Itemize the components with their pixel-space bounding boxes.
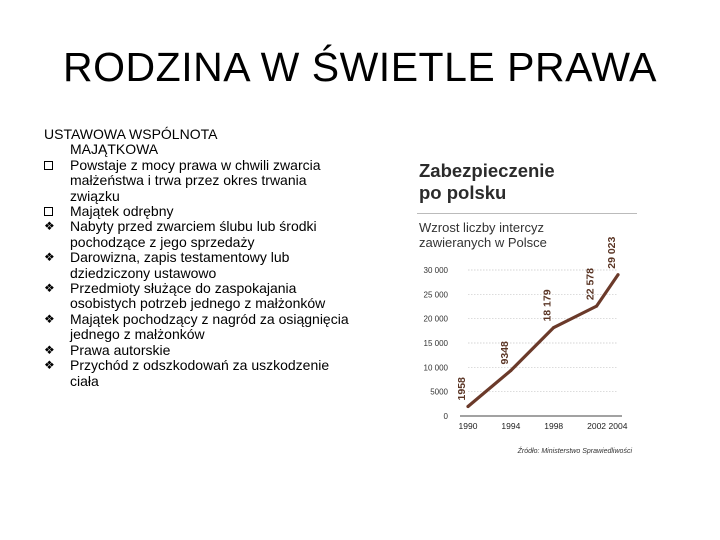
x-tick-label: 1990 [458, 421, 478, 431]
intercyzy-line-chart [414, 158, 640, 448]
list-item [44, 358, 359, 389]
x-tick-label: 1998 [544, 421, 564, 431]
y-tick-label: 10 000 [423, 363, 448, 373]
section-heading [44, 127, 359, 158]
figure-subtitle-line1: Wzrost liczby intercyz [419, 220, 544, 235]
list-item-text: Prawa autorskie [70, 341, 171, 358]
newspaper-figure [414, 158, 640, 460]
bullet-list [44, 158, 359, 389]
diamond-bullet-icon: ❖ [44, 219, 55, 234]
x-tick-label: 2004 [608, 421, 628, 431]
list-item-text: Nabyty przed zwarciem ślubu lub środki pochodzące z jego sprzedaży [70, 218, 317, 250]
list-item-text: Darowizna, zapis testamentowy lub dziedziczony ustawowo [70, 249, 290, 281]
data-label: 18 179 [541, 289, 554, 322]
list-item [44, 343, 359, 358]
slide-content [44, 127, 359, 389]
slide-title: RODZINA W ŚWIETLE PRAWA [63, 44, 657, 90]
list-item-text: Przedmioty służące do zaspokajania osobistych potrzeb jednego z małżonków [70, 280, 326, 312]
y-tick-label: 0 [443, 412, 448, 421]
y-tick-label: 5000 [430, 387, 448, 397]
section-heading-line2: MAJĄTKOWA [70, 141, 159, 158]
data-point [509, 369, 512, 372]
figure-title-line1: Zabezpieczenie [419, 160, 555, 181]
x-tick-label: 2002 [587, 421, 607, 431]
diamond-bullet-icon: ❖ [44, 311, 55, 326]
list-item [44, 204, 359, 219]
list-item-text: Majątek odrębny [70, 203, 174, 220]
data-point [467, 405, 470, 408]
list-item [44, 312, 359, 343]
data-point [595, 305, 598, 308]
data-label: 1958 [456, 377, 468, 401]
data-label: 29 023 [606, 236, 618, 269]
list-item [44, 158, 359, 204]
figure-title-line2: po polsku [419, 182, 507, 203]
figure-subtitle-line2: zawieranych w Polsce [419, 235, 547, 250]
data-point [552, 326, 555, 329]
list-item-text: Powstaje z mocy prawa w chwili zwarcia małżeństwa i trwa przez okres trwania związku [70, 156, 321, 204]
x-tick-label: 1994 [501, 421, 521, 431]
list-item-text: Przychód z odszkodowań za uszkodzenie ciała [70, 357, 330, 389]
y-tick-label: 25 000 [423, 290, 448, 300]
diamond-bullet-icon: ❖ [44, 358, 55, 373]
y-tick-label: 20 000 [423, 314, 448, 324]
section-heading-line1: USTAWOWA WSPÓLNOTA [44, 126, 218, 142]
list-item-text: Majątek pochodzący z nagród za osiągnięcia jednego z małżonków [70, 310, 349, 343]
data-point [617, 273, 620, 276]
diamond-bullet-icon: ❖ [44, 281, 55, 296]
y-tick-label: 15 000 [423, 339, 448, 348]
figure-source: Źródło: Ministerstwo Sprawiedliwości [517, 448, 632, 455]
list-item [44, 219, 359, 250]
list-item [44, 250, 359, 281]
diamond-bullet-icon: ❖ [44, 250, 55, 265]
square-bullet-icon [44, 158, 58, 175]
data-label: 22 578 [584, 267, 597, 301]
diamond-bullet-icon: ❖ [44, 342, 55, 357]
list-item [44, 281, 359, 312]
y-tick-label: 30 000 [423, 266, 448, 275]
data-label: 9348 [498, 341, 511, 365]
